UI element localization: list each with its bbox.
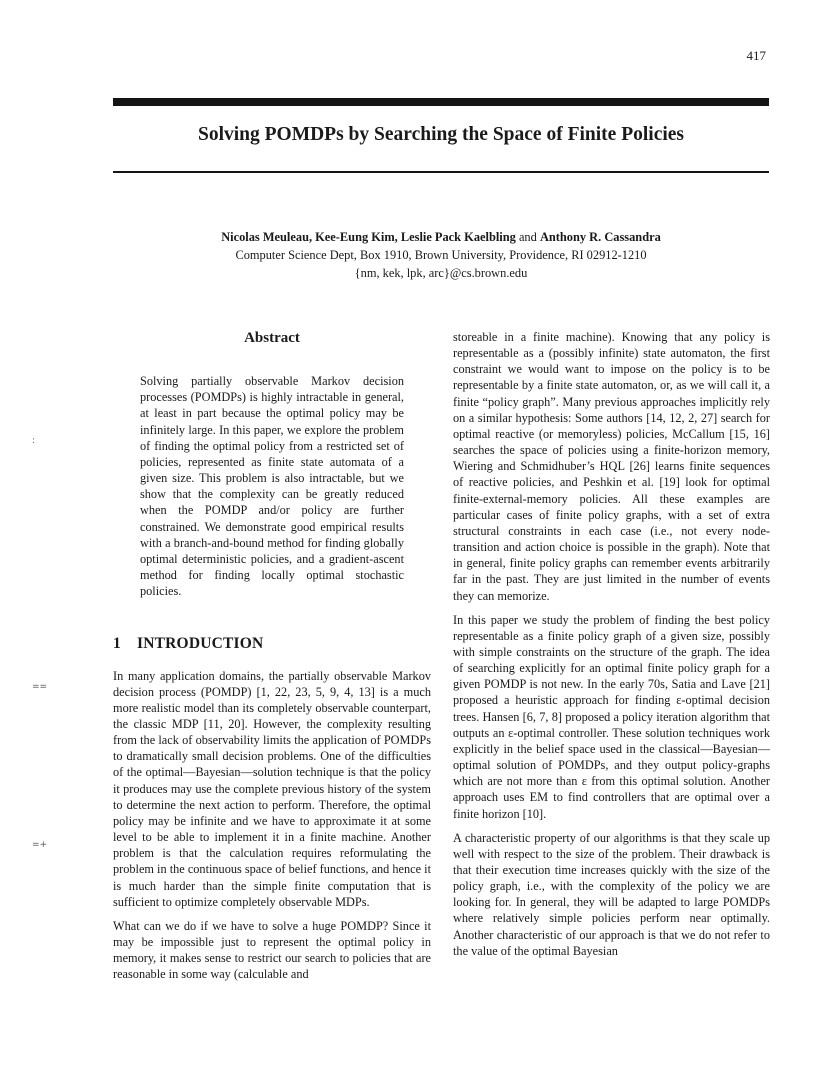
intro-paragraph-2: What can we do if we have to solve a huge POMDP? Since it may be impossible just to represent the optimal policy in memory, it makes sense to restrict our search to policies that are reasonable in some way (calculable and <box>113 918 431 982</box>
paper-title: Solving POMDPs by Searching the Space of Finite Policies <box>197 124 685 145</box>
intro-paragraph-1: In many application domains, the partially observable Markov decision process (POMDP) [1, 22, 23, 5, 9, 4, 13] is a much more realistic model than its completely observable counterpart, the classic MDP [11, 20]. However, the complexity resulting from the lack of observability limits the application of POMDPs to dramatically small decision problems. One of the difficulties of the optimal—Bayesian—solution technique is that the policy it produces may use the complete previous history of the system to determine the next action to perform. Therefore, the optimal policy may be infinite and we have to approximate it at some level to be able to implement it in a finite machine. Another problem is that the calculation requires reformulating the problem in the continuous space of belief functions, and hence it is much harder than the simple finite computation that is sufficient to optimize completely observable MDPs. <box>113 668 431 909</box>
title-rule <box>113 171 769 173</box>
left-column <box>113 330 431 982</box>
affiliation: Computer Science Dept, Box 1910, Brown University, Providence, RI 02912-1210 <box>235 248 647 262</box>
abstract-heading: Abstract <box>244 330 300 346</box>
intro-paragraph-3: storeable in a finite machine). Knowing that any policy is representable as a (possibly infinite) state automaton, the first constraint we would want to impose on the policy is to be representable by a finite state automaton, or, as we will call it, a finite “policy graph”. Many previous approaches implicitly rely on a similar hypothesis: Some authors [14, 12, 2, 27] search for optimal reactive (or memoryless) policies, McCallum [15, 16] searches the space of policies using a finite-horizon memory, Wiering and Schmidhuber’s HQL [26] learns finite sequences of reactive policies, and Peshkin et al. [19] look for optimal finite-external-memory policies. All these examples are particular cases of finite policy graphs, with a set of extra structural constraints in each case (i.e., not every node-transition and action choice is possible in the graph). Note that in general, finite policy graphs can remember events arbitrarily far in the past. They are just limited in the number of events they can memorize. <box>453 330 770 603</box>
author-line <box>113 228 769 246</box>
section-number: 1 <box>113 635 121 653</box>
page-number: 417 <box>746 48 766 63</box>
top-rule <box>113 98 769 106</box>
author-and: and <box>518 230 537 244</box>
author-block <box>113 228 769 282</box>
margin-mark-2: == <box>32 682 48 692</box>
section-title: INTRODUCTION <box>137 635 264 653</box>
author-last: Anthony R. Cassandra <box>539 230 661 244</box>
margin-mark-3: =+ <box>32 840 48 850</box>
right-column <box>453 329 770 959</box>
abstract-text: Solving partially observable Markov decision processes (POMDPs) is highly intractable in general, at least in part because the optimal policy may be infinitely large. In this paper, we explore the problem of finding the optimal policy from a restricted set of policies, represented as finite state automata of a given size. This problem is also intractable, but we show that the complexity can be greatly reduced when the POMDP and/or policy are further constrained. We demonstrate good empirical results with a branch-and-bound method for finding globally optimal deterministic policies, and a gradient-ascent method for finding locally optimal stochastic policies. <box>140 374 404 599</box>
margin-mark-1: : <box>32 436 36 446</box>
author-emails: {nm, kek, lpk, arc}@cs.brown.edu <box>354 266 528 280</box>
author-names: Nicolas Meuleau, Kee-Eung Kim, Leslie Pack Kaelbling <box>221 230 516 244</box>
intro-paragraph-4: In this paper we study the problem of finding the best policy representable as a finite policy graph of a given size, possibly with simple constraints on the structure of the graph. The idea of searching explicitly for an optimal finite policy graph for a given POMDP is not new. In the early 70s, Satia and Lave [21] proposed a heuristic approach for finding ε-optimal decision trees. Hansen [6, 7, 8] proposed a policy iteration algorithm that outputs an ε-optimal controller. These solution techniques work explicitly in the belief space used in the classical—Bayesian—optimal solution of POMDPs, and they output policy-graphs which are not more than ε from this optimal solution. Another approach uses EM to find controllers that are optimal over a finite horizon [10]. <box>453 612 770 821</box>
intro-paragraph-5: A characteristic property of our algorithms is that they scale up well with respect to the size of the problem. Their drawback is that their execution time increases quickly with the size of the policy graph, i.e., with the complexity of the policy we are looking for. In general, they will be adapted to large POMDPs where relatively simple policies perform near optimally. Another characteristic of our approach is that we do not refer to the value of the optimal Bayesian <box>453 830 770 958</box>
section-heading-introduction <box>113 636 431 652</box>
